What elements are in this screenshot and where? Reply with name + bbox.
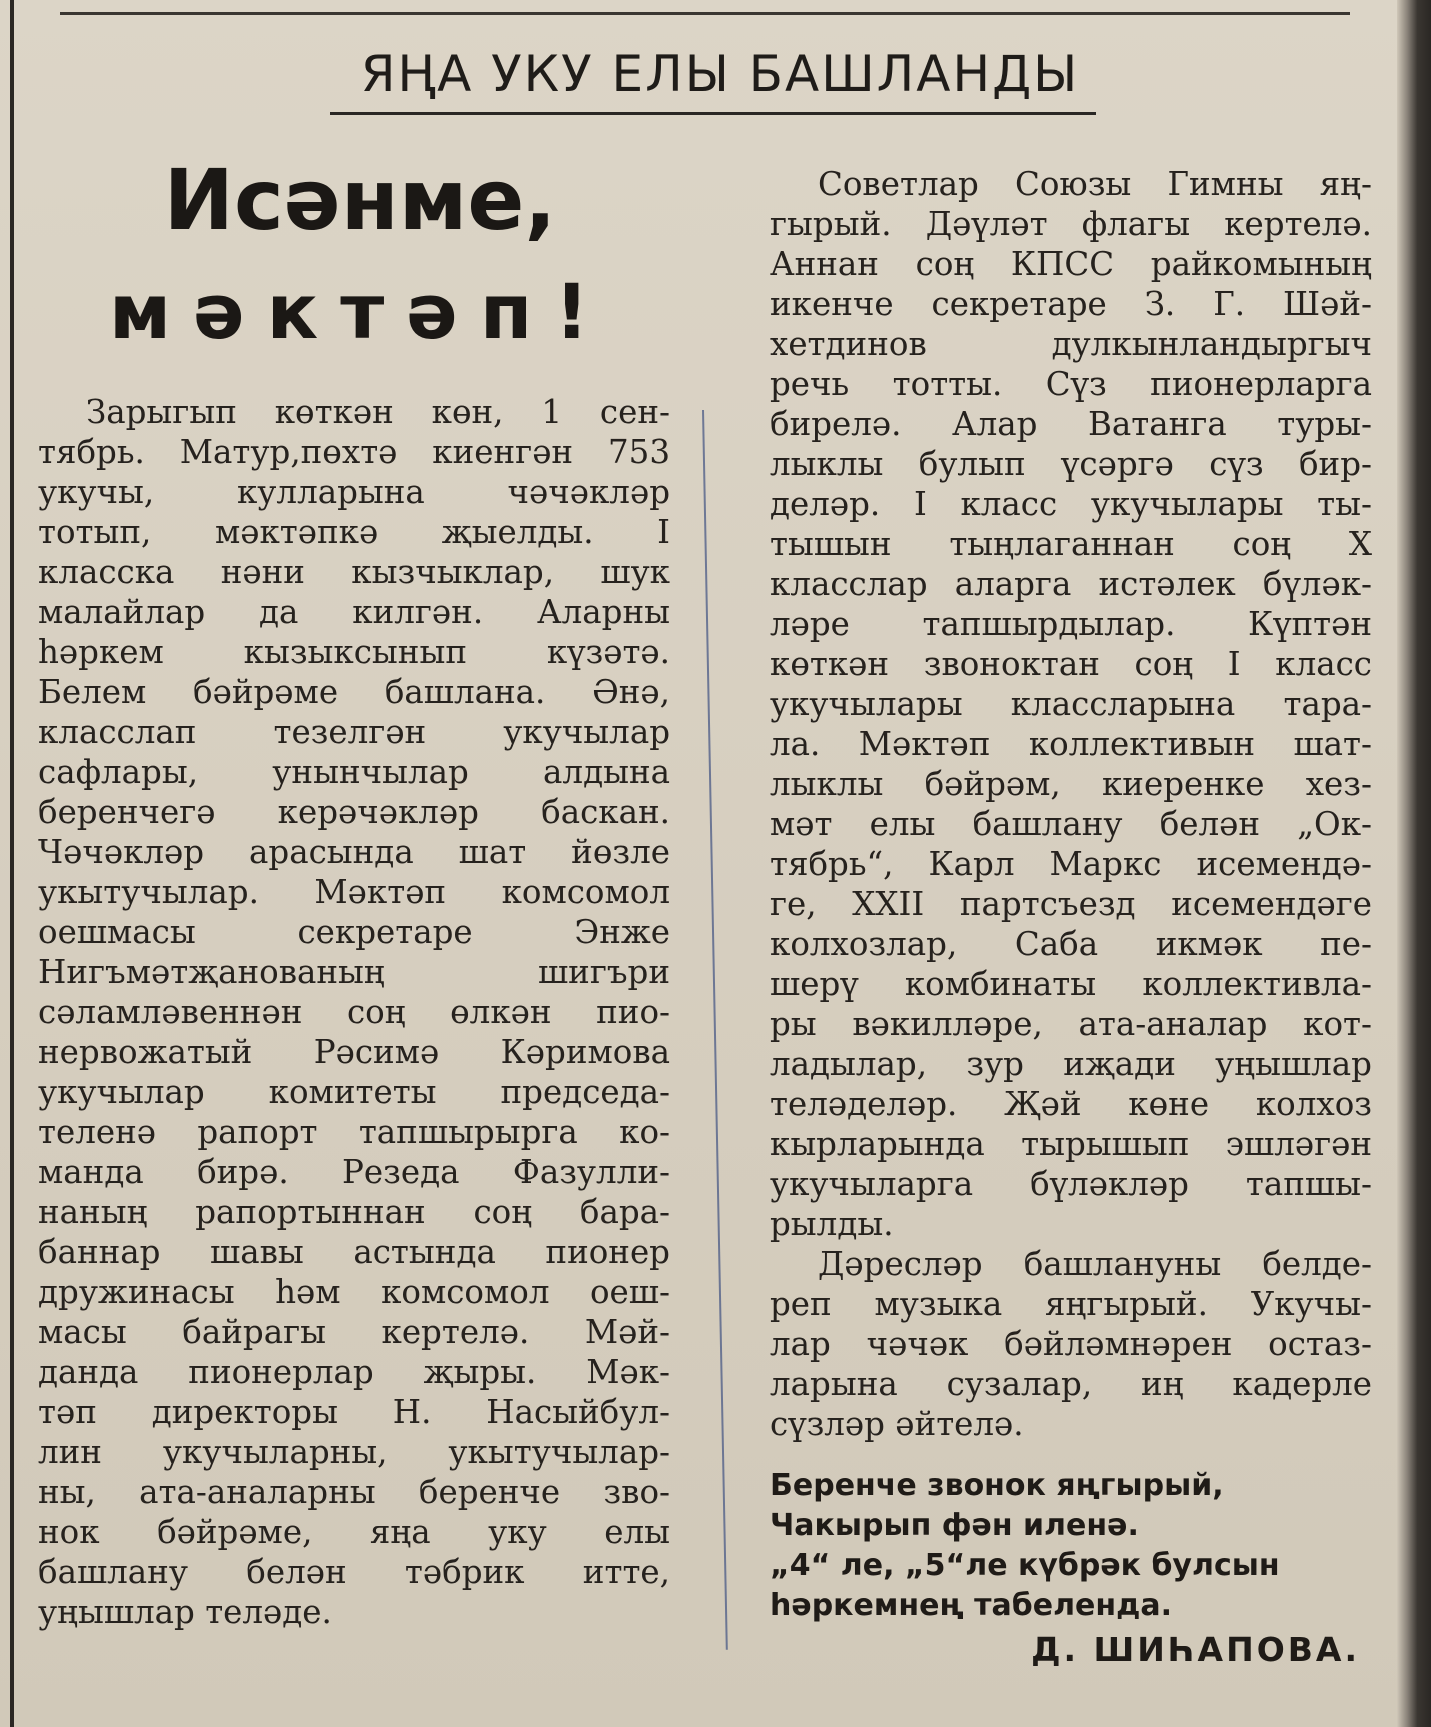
text-line: ры вәкилләре, ата-аналар кот-: [770, 1005, 1372, 1043]
text-line: укучылары классларына тара-: [770, 685, 1372, 723]
text-line: укучы, кулларына чәчәкләр: [38, 473, 670, 511]
text-line: лыклы бәйрәм, киеренке хез-: [770, 765, 1372, 803]
text-line: речь тотты. Сүз пионерларга: [770, 365, 1372, 403]
text-line: рылды.: [770, 1205, 894, 1243]
text-line: класслар аларга истәлек бүләк-: [770, 565, 1372, 603]
text-line: көткән звоноктан соң I класс: [770, 645, 1372, 683]
text-line: хетдинов дулкынландыргыч: [770, 325, 1372, 363]
closing-poem: [770, 1466, 1382, 1626]
text-line: дружинасы һәм комсомол оеш-: [38, 1273, 670, 1311]
text-line: Дәресләр башлануны белде-: [818, 1245, 1372, 1283]
text-line: деләр. I класс укучылары ты-: [770, 485, 1372, 523]
text-line: тәп директоры Н. Насыйбул-: [38, 1393, 670, 1431]
text-line: тышын тыңлаганнан соң X: [770, 525, 1372, 563]
text-line: сүзләр әйтелә.: [770, 1405, 1024, 1443]
text-line: сафлары, унынчылар алдына: [38, 753, 670, 791]
text-line: укучылар комитеты председа-: [38, 1073, 670, 1111]
text-line: лыклы булып үсәргә сүз бир-: [770, 445, 1372, 483]
text-line: ладылар, зур иҗади уңышлар: [770, 1045, 1372, 1083]
text-line: теләделәр. Җәй көне колхоз: [770, 1085, 1372, 1123]
column-divider: [702, 410, 728, 1650]
text-line: Советлар Союзы Гимны яң-: [818, 165, 1372, 203]
text-line: ла. Мәктәп коллективын шат-: [770, 725, 1372, 763]
text-line: данда пионерлар җыры. Мәк-: [38, 1353, 670, 1391]
text-line: тябрь. Матур,пөхтә киенгән 753: [38, 433, 670, 471]
text-line: тотып, мәктәпкә җыелды. I: [38, 513, 670, 551]
page-edge-shadow: [1397, 0, 1431, 1727]
text-line: кырларында тырышып эшләгән: [770, 1125, 1372, 1163]
text-line: шерү комбинаты коллективла-: [770, 965, 1372, 1003]
text-line: башлану белән тәбрик итте,: [38, 1553, 670, 1591]
text-line: нервожатый Рәсимә Кәримова: [38, 1033, 670, 1071]
text-line: ге, XXII партсъезд исемендәге: [770, 885, 1372, 923]
text-line: реп музыка яңгырый. Укучы-: [770, 1285, 1372, 1323]
right-text-column: [770, 164, 1372, 1444]
text-line: икенче секретаре З. Г. Шәй-: [770, 285, 1372, 323]
page-border-line: [10, 0, 14, 1727]
text-line: класслап тезелгән укучылар: [38, 713, 670, 751]
text-line: оешмасы секретаре Энже: [38, 913, 670, 951]
text-line: ләре тапшырдылар. Күптән: [770, 605, 1372, 643]
text-line: лар чәчәк бәйләмнәрен остаз-: [770, 1325, 1372, 1363]
headline-line-1: Исәнме,: [163, 151, 557, 249]
text-line: гырый. Дәүләт флагы кертелә.: [770, 205, 1372, 243]
text-line: беренчегә керәчәкләр баскан.: [38, 793, 670, 831]
text-line: уңышлар теләде.: [38, 1593, 332, 1631]
poem-line: һәркемнең табеленда.: [770, 1588, 1172, 1623]
text-line: Аннан соң КПСС райкомының: [770, 245, 1372, 283]
top-rule-line: [60, 12, 1350, 15]
section-rubric: ЯҢА УКУ ЕЛЫ БАШЛАНДЫ: [360, 45, 1080, 103]
text-line: Белем бәйрәме башлана. Әнә,: [38, 673, 670, 711]
text-line: Чәчәкләр арасында шат йөзле: [38, 833, 670, 871]
poem-line: „4“ ле, „5“ле күбрәк булсын: [770, 1548, 1280, 1583]
text-line: колхозлар, Саба икмәк пе-: [770, 925, 1372, 963]
text-line: ларына сузалар, иң кадерле: [770, 1365, 1372, 1403]
text-line: сәламләвеннән соң өлкән пио-: [38, 993, 670, 1031]
author-signature: Д. ШИҺАПОВА.: [1031, 1630, 1360, 1669]
text-line: мәт елы башлану белән „Ок-: [770, 805, 1372, 843]
text-line: укытучылар. Мәктәп комсомол: [38, 873, 670, 911]
text-line: һәркем кызыксынып күзәтә.: [38, 633, 670, 671]
text-line: масы байрагы кертелә. Мәй-: [38, 1313, 670, 1351]
left-text-column: [38, 392, 670, 1632]
text-line: теленә рапорт тапшырырга ко-: [38, 1113, 670, 1151]
text-line: манда бирә. Резеда Фазулли-: [38, 1153, 670, 1191]
text-line: лин укучыларны, укытучылар-: [38, 1433, 670, 1471]
text-line: Зарыгып көткән көн, 1 сен-: [86, 393, 670, 431]
text-line: Нигъмәтҗанованың шигъри: [38, 953, 670, 991]
text-line: тябрь“, Карл Маркс исемендә-: [770, 845, 1372, 883]
rubric-underline: [330, 112, 1096, 115]
headline-line-2: мәктәп!: [108, 267, 611, 356]
text-line: класска нәни кызчыклар, шук: [38, 553, 670, 591]
text-line: укучыларга бүләкләр тапшы-: [770, 1165, 1372, 1203]
poem-line: Беренче звонок яңгырый,: [770, 1468, 1224, 1503]
text-line: нок бәйрәме, яңа уку елы: [38, 1513, 670, 1551]
text-line: малайлар да килгән. Аларны: [38, 593, 670, 631]
text-line: баннар шавы астында пионер: [38, 1233, 670, 1271]
poem-line: Чакырып фән иленә.: [770, 1508, 1139, 1543]
text-line: ны, ата-аналарны беренче зво-: [38, 1473, 670, 1511]
text-line: наның рапортыннан соң бара-: [38, 1193, 670, 1231]
text-line: бирелә. Алар Ватанга туры-: [770, 405, 1372, 443]
